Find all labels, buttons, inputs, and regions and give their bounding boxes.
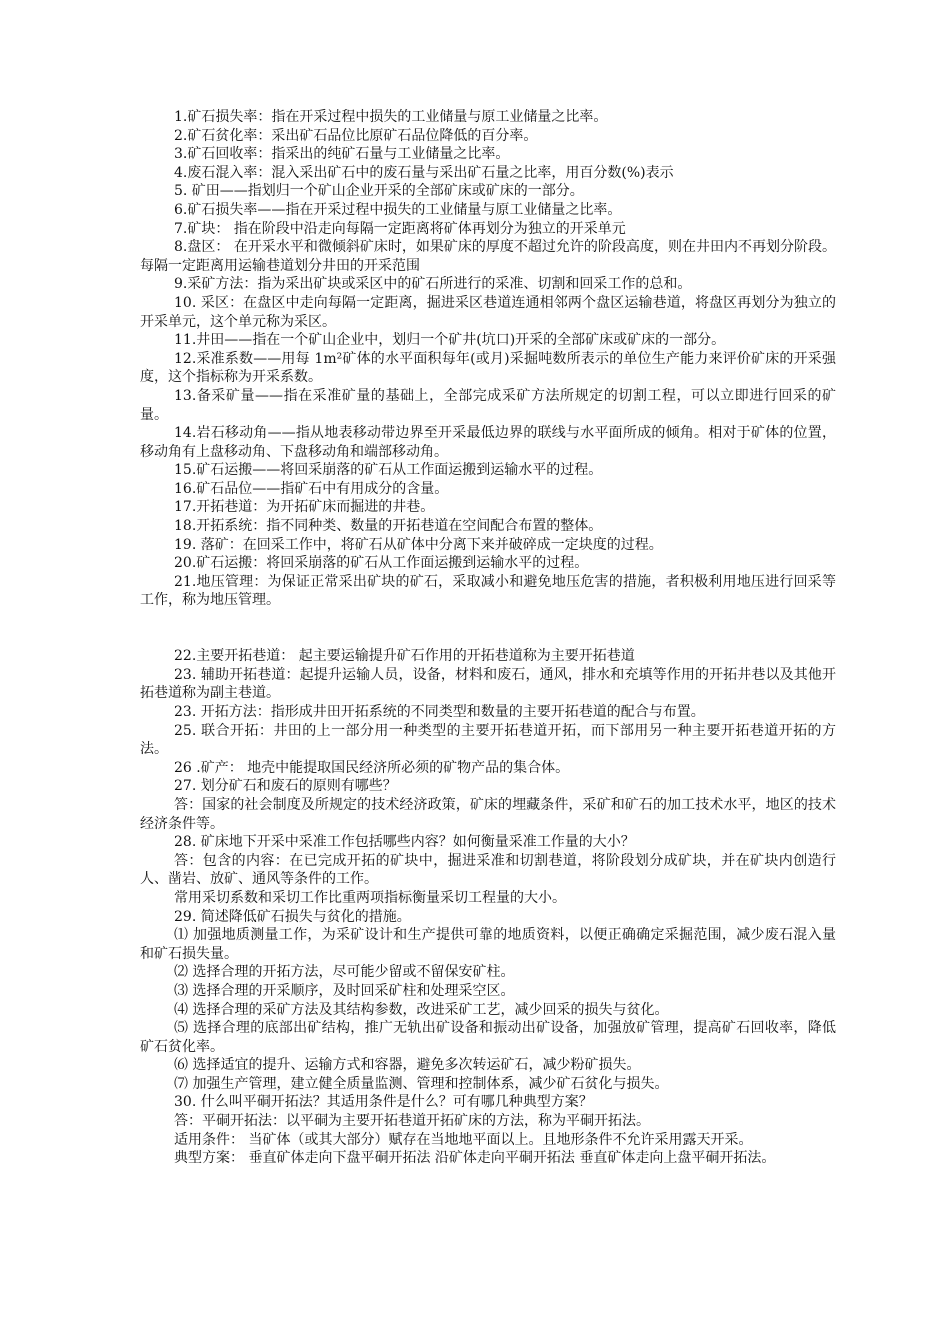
- paragraph: 16.矿石品位——指矿石中有用成分的含量。: [174, 480, 449, 497]
- paragraph: 9.采矿方法：指为采出矿块或采区中的矿石所进行的采准、切割和回采工作的总和。: [174, 276, 692, 293]
- paragraph: 10. 采区：在盘区中走向每隔一定距离，掘进采区巷道连通相邻两个盘区运输巷道，将盘区再划分为独立的开采单元，这个单元称为采区。: [140, 294, 836, 330]
- question: 28. 矿床地下开采中采准工作包括哪些内容？如何衡量采准工作量的大小？: [174, 834, 635, 851]
- list-item: ⑵ 选择合理的开拓方法，尽可能少留或不留保安矿柱。: [174, 964, 515, 981]
- list-item: ⑴ 加强地质测量工作，为采矿设计和生产提供可靠的地质资料，以便正确确定采掘范围，减少废石混入量和矿石损失量。: [140, 927, 836, 962]
- paragraph: 20.矿石运搬：将回采崩落的矿石从工作面运搬到运输水平的过程。: [174, 555, 589, 572]
- paragraph: 典型方案： 垂直矿体走向下盘平硐开拓法 沿矿体走向平硐开拓法 垂直矿体走向上盘平硐开拓法。: [174, 1150, 776, 1167]
- paragraph: 26 .矿产： 地壳中能提取国民经济所必须的矿物产品的集合体。: [174, 759, 570, 776]
- paragraph: 18.开拓系统：指不同种类、数量的开拓巷道在空间配合布置的整体。: [174, 518, 603, 535]
- paragraph: 1.矿石损失率：指在开采过程中损失的工业储量与原工业储量之比率。: [174, 109, 608, 125]
- paragraph: 8.盘区： 在开采水平和微倾斜矿床时，如果矿床的厚度不超过允许的阶段高度，则在井田内不再划分阶段。每隔一定距离用运输巷道划分井田的开采范围: [140, 239, 836, 274]
- paragraph: 15.矿石运搬——将回采崩落的矿石从工作面运搬到运输水平的过程。: [174, 462, 603, 479]
- list-item: ⑶ 选择合理的开采顺序，及时回采矿柱和处理采空区。: [174, 982, 515, 999]
- paragraph: 25. 联合开拓：井田的上一部分用一种类型的主要开拓巷道开拓，而下部用另一种主要开拓巷道开拓的方法。: [140, 722, 836, 758]
- paragraph: 11.井田——指在一个矿山企业中，划归一个矿井(坑口)开采的全部矿床或矿床的一部分。: [174, 332, 726, 349]
- answer: 答：平硐开拓法：以平硐为主要开拓巷道开拓矿床的方法，称为平硐开拓法。: [174, 1113, 650, 1130]
- blank-line: [0, 610, 950, 629]
- paragraph: 5. 矿田——指划归一个矿山企业开采的全部矿床或矿床的一部分。: [174, 183, 584, 200]
- paragraph: 6.矿石损失率——指在开采过程中损失的工业储量与原工业储量之比率。: [174, 201, 622, 218]
- paragraph: 12.采准系数——用每 1m²矿体的水平面积每年(或月)采掘吨数所表示的单位生产能力来评价矿床的开采强度，这个指标称为开采系数。: [140, 350, 836, 386]
- list-item: ⑸ 选择合理的底部出矿结构，推广无轨出矿设备和振动出矿设备，加强放矿管理，提高矿石回收率，降低矿石贫化率。: [140, 1020, 836, 1055]
- paragraph: 22.主要开拓巷道： 起主要运输提升矿石作用的开拓巷道称为主要开拓巷道: [174, 648, 635, 665]
- paragraph: 7.矿块： 指在阶段中沿走向每隔一定距离将矿体再划分为独立的开采单元: [174, 220, 626, 237]
- list-item: ⑺ 加强生产管理，建立健全质量监测、管理和控制体系，减少矿石贫化与损失。: [174, 1075, 669, 1092]
- document-body: [0, 108, 950, 1168]
- paragraph: 2.矿石贫化率：采出矿石品位比原矿石品位降低的百分率。: [174, 127, 538, 144]
- paragraph: 23. 开拓方法：指形成井田开拓系统的不同类型和数量的主要开拓巷道的配合与布置。: [174, 704, 705, 720]
- question: 30. 什么叫平硐开拓法？其适用条件是什么？可有哪几种典型方案？: [174, 1094, 593, 1111]
- question: 29. 简述降低矿石损失与贫化的措施。: [174, 908, 411, 925]
- blank-line: [0, 629, 950, 648]
- paragraph: 常用采切系数和采切工作比重两项指标衡量采切工程量的大小。: [174, 889, 566, 906]
- paragraph: 23. 辅助开拓巷道：起提升运输人员，设备，材料和废石，通风，排水和充填等作用的开拓井巷以及其他开拓巷道称为副主巷道。: [140, 666, 836, 702]
- paragraph: 17.开拓巷道：为开拓矿床而掘进的井巷。: [174, 499, 435, 516]
- paragraph: 3.矿石回收率：指采出的纯矿石量与工业储量之比率。: [174, 146, 510, 163]
- paragraph: 4.废石混入率：混入采出矿石中的废石量与采出矿石量之比率，用百分数(%)表示: [174, 164, 674, 181]
- paragraph: 14.岩石移动角——指从地表移动带边界至开采最低边界的联线与水平面所成的倾角。相对于矿体的位置，移动角有上盘移动角、下盘移动角和端部移动角。: [140, 425, 836, 460]
- list-item: ⑷ 选择合理的采矿方法及其结构参数，改进采矿工艺，减少回采的损失与贫化。: [174, 1001, 669, 1018]
- paragraph: 21.地压管理：为保证正常采出矿块的矿石，采取减小和避免地压危害的措施，者积极利用地压进行回采等工作，称为地压管理。: [140, 573, 836, 609]
- paragraph: 适用条件： 当矿体（或其大部分）赋存在当地地平面以上。且地形条件不允许采用露天开采。: [174, 1131, 753, 1148]
- answer: 答：包含的内容：在已完成开拓的矿块中，掘进采准和切割巷道，将阶段划分成矿块，并在矿块内创造行人、凿岩、放矿、通风等条件的工作。: [140, 852, 836, 888]
- question: 27. 划分矿石和废石的原则有哪些？: [174, 778, 397, 795]
- paragraph: 19. 落矿：在回采工作中，将矿石从矿体中分离下来并破碎成一定块度的过程。: [174, 536, 663, 553]
- list-item: ⑹ 选择适宜的提升、运输方式和容器，避免多次转运矿石，减少粉矿损失。: [174, 1057, 641, 1074]
- answer: 答：国家的社会制度及所规定的技术经济政策，矿床的埋藏条件，采矿和矿石的加工技术水平，地区的技术经济条件等。: [140, 796, 836, 832]
- paragraph: 13.备采矿量——指在采准矿量的基础上，全部完成采矿方法所规定的切割工程，可以立即进行回采的矿量。: [140, 387, 836, 423]
